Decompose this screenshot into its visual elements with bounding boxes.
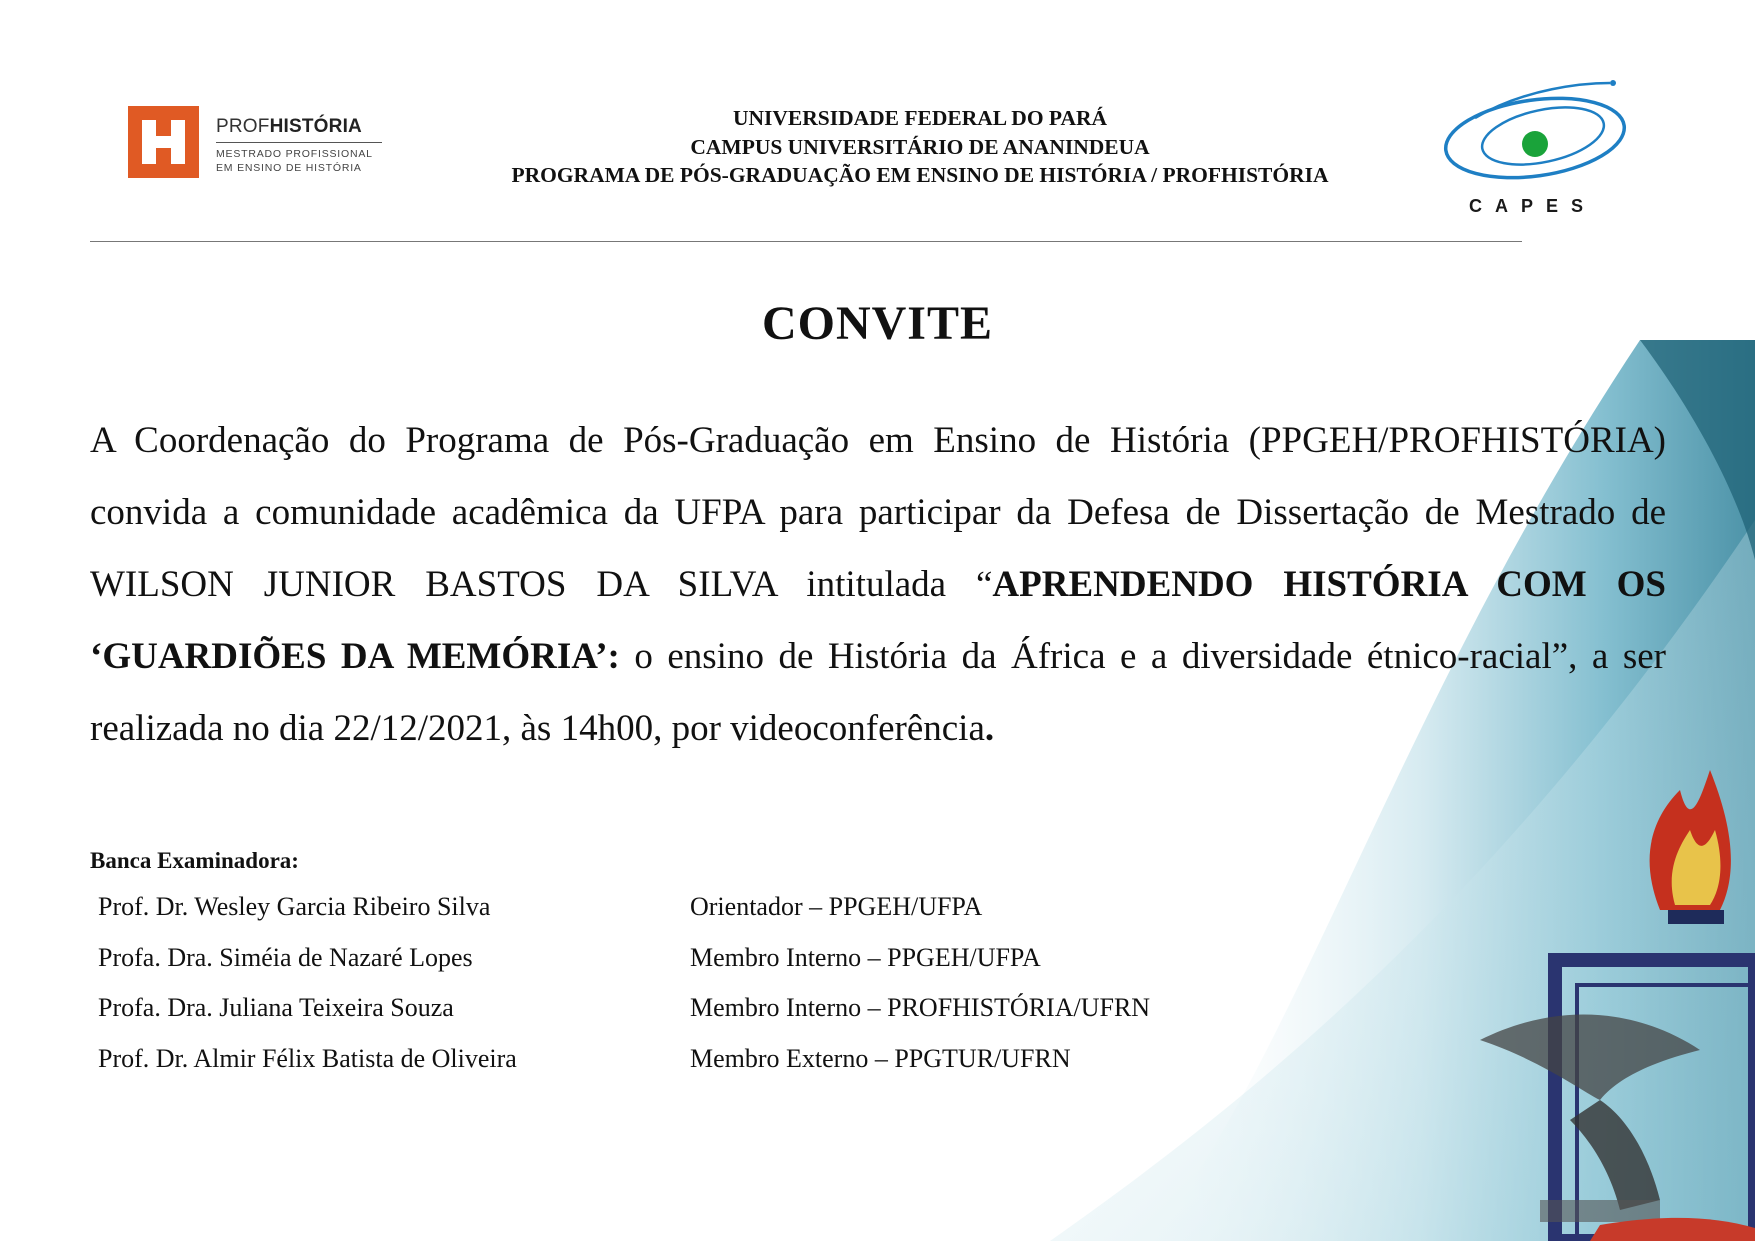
institution-header xyxy=(420,104,1420,190)
logo-subtitle-line1: MESTRADO PROFISSIONAL xyxy=(216,148,373,160)
invitation-part1: A Coordenação do Programa de Pós-Graduação em Ensino de História (PPGEH/PROFHISTÓRIA) convida a comunidade acadêmica da UFPA para participar da Defesa de Dissertação de Mestrado de WILSON JUNIOR BASTOS DA SILVA intitulada “ xyxy=(90,420,1666,605)
profhistoria-logo xyxy=(128,106,388,180)
invitation-part2: o ensino de História da África e a diversidade étnico-racial”, a ser realizada no dia 22/12/2021, às 14h00, por videoconferência xyxy=(90,636,1666,749)
member-role: Orientador – PPGEH/UFPA xyxy=(690,892,983,921)
capes-logo-caption: CAPES xyxy=(1469,196,1597,216)
profhistoria-logo-wordmark: PROFHISTÓRIA xyxy=(216,116,362,137)
member-role: Membro Interno – PPGEH/UFPA xyxy=(690,943,1041,972)
header-university: UNIVERSIDADE FEDERAL DO PARÁ xyxy=(732,106,1108,130)
header-campus: CAMPUS UNIVERSITÁRIO DE ANANINDEUA xyxy=(690,134,1150,159)
header-divider xyxy=(90,241,1522,242)
member-name: Profa. Dra. Juliana Teixeira Souza xyxy=(98,993,454,1022)
member-name: Profa. Dra. Siméia de Nazaré Lopes xyxy=(98,943,473,972)
banca-member xyxy=(98,1044,1071,1074)
member-role: Membro Interno – PROFHISTÓRIA/UFRN xyxy=(690,993,1151,1022)
invitation-end: . xyxy=(984,708,995,749)
banca-title: Banca Examinadora: xyxy=(90,848,299,873)
page-title: CONVITE xyxy=(761,297,994,350)
logo-subtitle-line2: EM ENSINO DE HISTÓRIA xyxy=(216,162,362,174)
capes-logo xyxy=(1435,78,1635,218)
profhistoria-h-logo-icon xyxy=(128,106,199,178)
member-role: Membro Externo – PPGTUR/UFRN xyxy=(690,1044,1071,1073)
logo-rule xyxy=(216,142,382,143)
banca-member xyxy=(98,892,983,922)
capes-ring-icon xyxy=(1435,78,1635,193)
banca-member xyxy=(98,993,1151,1023)
banca-member xyxy=(98,943,1041,973)
header-program: PROGRAMA DE PÓS-GRADUAÇÃO EM ENSINO DE HISTÓRIA / PROFHISTÓRIA xyxy=(511,163,1329,187)
member-name: Prof. Dr. Almir Félix Batista de Oliveira xyxy=(98,1044,517,1073)
invitation-text xyxy=(90,405,1666,765)
member-name: Prof. Dr. Wesley Garcia Ribeiro Silva xyxy=(98,892,491,921)
dissertation-title: APRENDENDO HISTÓRIA COM OS ‘GUARDIÕES DA MEMÓRIA’: xyxy=(90,564,1666,677)
